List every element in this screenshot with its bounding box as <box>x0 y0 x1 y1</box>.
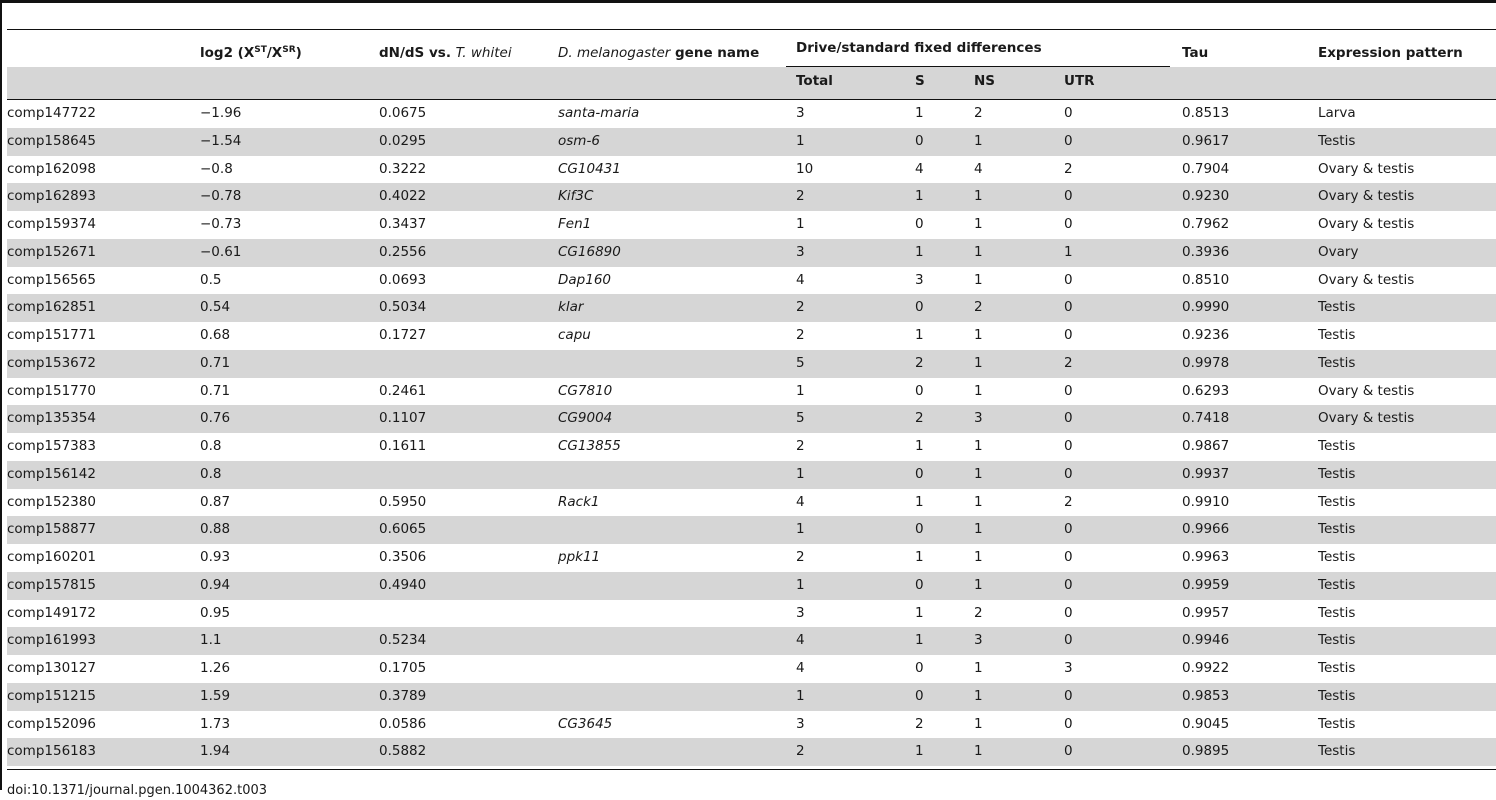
cell-log2: 0.8 <box>200 465 222 482</box>
cell-expression: Ovary & testis <box>1318 271 1415 288</box>
cell-ns: 2 <box>974 299 983 316</box>
cell-tau: 0.3936 <box>1182 243 1230 260</box>
cell-log2: 0.76 <box>200 410 231 427</box>
cell-log2: 0.87 <box>200 493 231 510</box>
cell-s: 1 <box>915 327 924 343</box>
cell-dnds: 0.5950 <box>379 493 427 510</box>
cell-utr: 0 <box>1064 438 1073 454</box>
cell-expression: Testis <box>1318 549 1356 565</box>
cell-utr: 0 <box>1064 549 1073 565</box>
cell-log2: 1.26 <box>200 660 231 676</box>
cell-log2: −1.96 <box>200 105 242 121</box>
cell-dnds: 0.0693 <box>379 271 427 288</box>
cell-tau: 0.6293 <box>1182 382 1230 399</box>
cell-ns: 1 <box>974 327 983 343</box>
cell-gene: Fen1 <box>558 216 592 232</box>
cell-utr: 0 <box>1064 299 1073 316</box>
cell-total: 2 <box>796 327 805 343</box>
cell-expression: Ovary & testis <box>1318 410 1415 427</box>
cell-log2: −0.78 <box>200 188 242 205</box>
cell-ns: 3 <box>974 632 983 649</box>
cell-total: 3 <box>796 105 805 121</box>
cell-ns: 1 <box>974 243 983 260</box>
cell-s: 1 <box>915 549 924 565</box>
cell-total: 1 <box>796 687 805 704</box>
cell-s: 0 <box>915 521 924 538</box>
header-expression-pattern: Expression pattern <box>1318 45 1463 61</box>
table-row <box>7 572 1496 600</box>
cell-gene: ppk11 <box>558 549 601 565</box>
cell-id: comp162098 <box>7 160 96 177</box>
table-row <box>7 405 1496 433</box>
cell-dnds: 0.5034 <box>379 299 427 316</box>
cell-tau: 0.9922 <box>1182 660 1230 676</box>
cell-dnds: 0.5234 <box>379 632 427 649</box>
cell-gene: CG16890 <box>558 243 621 260</box>
cell-ns: 1 <box>974 549 983 565</box>
table-row <box>7 711 1496 739</box>
cell-ns: 1 <box>974 465 983 482</box>
header-gene-name: D. melanogaster gene name <box>558 45 760 61</box>
cell-gene: osm-6 <box>558 132 600 149</box>
cell-log2: −1.54 <box>200 132 242 149</box>
cell-id: comp156142 <box>7 465 96 482</box>
cell-s: 0 <box>915 687 924 704</box>
cell-dnds: 0.6065 <box>379 521 427 538</box>
cell-id: comp149172 <box>7 604 96 621</box>
cell-dnds: 0.0675 <box>379 105 427 121</box>
cell-expression: Testis <box>1318 660 1356 676</box>
cell-ns: 1 <box>974 216 983 232</box>
cell-s: 1 <box>915 438 924 454</box>
cell-id: comp151771 <box>7 327 96 343</box>
cell-log2: 1.73 <box>200 715 231 732</box>
subheader-ns: NS <box>974 73 996 89</box>
cell-utr: 0 <box>1064 715 1073 732</box>
cell-expression: Ovary <box>1318 243 1359 260</box>
cell-log2: 0.88 <box>200 521 231 538</box>
cell-id: comp157815 <box>7 576 96 593</box>
cell-s: 1 <box>915 188 924 205</box>
cell-log2: 0.71 <box>200 382 231 399</box>
cell-log2: 0.93 <box>200 549 231 565</box>
cell-ns: 1 <box>974 188 983 205</box>
cell-dnds: 0.3222 <box>379 160 427 177</box>
table-row <box>7 600 1496 628</box>
cell-expression: Testis <box>1318 715 1356 732</box>
cell-total: 5 <box>796 354 805 371</box>
cell-id: comp130127 <box>7 660 96 676</box>
cell-ns: 1 <box>974 271 983 288</box>
cell-tau: 0.9045 <box>1182 715 1230 732</box>
cell-tau: 0.9963 <box>1182 549 1230 565</box>
cell-ns: 2 <box>974 604 983 621</box>
doi-link[interactable]: doi:10.1371/journal.pgen.1004362.t003 <box>7 783 268 798</box>
cell-utr: 2 <box>1064 354 1073 371</box>
cell-total: 5 <box>796 410 805 427</box>
cell-tau: 0.9910 <box>1182 493 1230 510</box>
cell-tau: 0.9946 <box>1182 632 1230 649</box>
cell-utr: 0 <box>1064 216 1073 232</box>
cell-tau: 0.9867 <box>1182 438 1230 454</box>
cell-total: 1 <box>796 382 805 399</box>
cell-expression: Testis <box>1318 521 1356 538</box>
cell-utr: 0 <box>1064 382 1073 399</box>
cell-s: 1 <box>915 243 924 260</box>
cell-tau: 0.9937 <box>1182 465 1230 482</box>
table-row <box>7 156 1496 184</box>
table-row <box>7 627 1496 655</box>
cell-id: comp162851 <box>7 299 96 316</box>
cell-total: 1 <box>796 576 805 593</box>
cell-tau: 0.9966 <box>1182 521 1230 538</box>
table-row <box>7 183 1496 211</box>
cell-log2: 0.94 <box>200 576 231 593</box>
cell-tau: 0.9230 <box>1182 188 1230 205</box>
cell-ns: 1 <box>974 576 983 593</box>
cell-s: 1 <box>915 743 924 760</box>
cell-tau: 0.9853 <box>1182 687 1230 704</box>
cell-utr: 1 <box>1064 243 1073 260</box>
cell-expression: Ovary & testis <box>1318 382 1415 399</box>
cell-id: comp161993 <box>7 632 96 649</box>
cell-tau: 0.9978 <box>1182 354 1230 371</box>
cell-s: 0 <box>915 132 924 149</box>
cell-expression: Ovary & testis <box>1318 216 1415 232</box>
cell-total: 2 <box>796 549 805 565</box>
cell-log2: 0.68 <box>200 327 231 343</box>
cell-total: 4 <box>796 632 805 649</box>
cell-utr: 0 <box>1064 743 1073 760</box>
cell-total: 10 <box>796 160 814 177</box>
cell-tau: 0.9957 <box>1182 604 1230 621</box>
cell-ns: 1 <box>974 715 983 732</box>
cell-id: comp159374 <box>7 216 96 232</box>
cell-ns: 1 <box>974 743 983 760</box>
cell-s: 1 <box>915 493 924 510</box>
cell-log2: 0.8 <box>200 438 222 454</box>
table-row <box>7 100 1496 128</box>
cell-total: 2 <box>796 438 805 454</box>
cell-dnds: 0.0295 <box>379 132 427 149</box>
table-row <box>7 211 1496 239</box>
cell-s: 0 <box>915 660 924 676</box>
cell-gene: Rack1 <box>558 493 600 510</box>
cell-id: comp156183 <box>7 743 96 760</box>
table-row <box>7 294 1496 322</box>
subheader-utr: UTR <box>1064 73 1095 89</box>
table-row <box>7 239 1496 267</box>
cell-dnds: 0.1611 <box>379 438 427 454</box>
table-row <box>7 461 1496 489</box>
table-body <box>7 100 1496 766</box>
cell-tau: 0.9990 <box>1182 299 1230 316</box>
cell-utr: 0 <box>1064 410 1073 427</box>
cell-expression: Testis <box>1318 493 1356 510</box>
cell-expression: Testis <box>1318 438 1356 454</box>
cell-ns: 1 <box>974 132 983 149</box>
table-row <box>7 683 1496 711</box>
header-dnds: dN/dS vs. T. whitei <box>379 45 512 61</box>
cell-id: comp153672 <box>7 354 96 371</box>
frame-top-border <box>0 0 1496 3</box>
cell-s: 0 <box>915 382 924 399</box>
cell-tau: 0.7904 <box>1182 160 1230 177</box>
cell-expression: Larva <box>1318 105 1356 121</box>
cell-expression: Testis <box>1318 354 1356 371</box>
cell-log2: 0.95 <box>200 604 231 621</box>
table-row <box>7 378 1496 406</box>
cell-expression: Testis <box>1318 327 1356 343</box>
cell-utr: 2 <box>1064 493 1073 510</box>
cell-id: comp135354 <box>7 410 96 427</box>
cell-log2: 0.71 <box>200 354 231 371</box>
table-row <box>7 322 1496 350</box>
cell-total: 3 <box>796 604 805 621</box>
cell-ns: 1 <box>974 687 983 704</box>
cell-s: 1 <box>915 604 924 621</box>
cell-id: comp152096 <box>7 715 96 732</box>
cell-ns: 2 <box>974 105 983 121</box>
cell-total: 1 <box>796 465 805 482</box>
cell-utr: 3 <box>1064 660 1073 676</box>
cell-dnds: 0.2556 <box>379 243 427 260</box>
cell-id: comp160201 <box>7 549 96 565</box>
cell-expression: Ovary & testis <box>1318 188 1415 205</box>
cell-expression: Testis <box>1318 743 1356 760</box>
cell-utr: 0 <box>1064 687 1073 704</box>
cell-ns: 1 <box>974 382 983 399</box>
cell-tau: 0.9895 <box>1182 743 1230 760</box>
subheader-s: S <box>915 73 925 89</box>
table-row <box>7 433 1496 461</box>
table-row <box>7 738 1496 766</box>
cell-ns: 1 <box>974 354 983 371</box>
cell-log2: 1.94 <box>200 743 231 760</box>
cell-s: 4 <box>915 160 924 177</box>
cell-ns: 3 <box>974 410 983 427</box>
cell-expression: Testis <box>1318 299 1356 316</box>
cell-ns: 4 <box>974 160 983 177</box>
cell-dnds: 0.3789 <box>379 687 427 704</box>
table-row <box>7 128 1496 156</box>
cell-ns: 1 <box>974 521 983 538</box>
cell-dnds: 0.1727 <box>379 327 427 343</box>
cell-s: 0 <box>915 216 924 232</box>
cell-dnds: 0.2461 <box>379 382 427 399</box>
header-log2: log2 $(XST/X^{SR})$ <box>200 45 302 61</box>
cell-log2: −0.73 <box>200 216 242 232</box>
cell-gene: santa-maria <box>558 105 640 121</box>
table-bottom-rule <box>7 769 1496 770</box>
cell-gene: CG7810 <box>558 382 613 399</box>
cell-tau: 0.9617 <box>1182 132 1230 149</box>
cell-dnds: 0.4940 <box>379 576 427 593</box>
cell-total: 1 <box>796 521 805 538</box>
cell-s: 0 <box>915 299 924 316</box>
cell-ns: 1 <box>974 493 983 510</box>
cell-log2: 0.54 <box>200 299 231 316</box>
cell-gene: Dap160 <box>558 271 612 288</box>
cell-expression: Testis <box>1318 632 1356 649</box>
table-row <box>7 655 1496 683</box>
cell-expression: Ovary & testis <box>1318 160 1415 177</box>
cell-dnds: 0.4022 <box>379 188 427 205</box>
cell-s: 2 <box>915 410 924 427</box>
cell-dnds: 0.5882 <box>379 743 427 760</box>
cell-utr: 0 <box>1064 132 1073 149</box>
cell-log2: 1.1 <box>200 632 222 649</box>
table-row <box>7 489 1496 517</box>
header-tau: Tau <box>1182 45 1209 61</box>
table-row <box>7 516 1496 544</box>
cell-dnds: 0.3437 <box>379 216 427 232</box>
cell-dnds: 0.1107 <box>379 410 427 427</box>
cell-total: 3 <box>796 715 805 732</box>
subheader-total: Total <box>796 73 833 89</box>
cell-total: 2 <box>796 299 805 316</box>
cell-dnds: 0.0586 <box>379 715 427 732</box>
cell-utr: 0 <box>1064 521 1073 538</box>
cell-total: 4 <box>796 271 805 288</box>
cell-utr: 0 <box>1064 604 1073 621</box>
cell-expression: Testis <box>1318 604 1356 621</box>
frame-left-border <box>0 0 2 790</box>
cell-utr: 2 <box>1064 160 1073 177</box>
cell-expression: Testis <box>1318 465 1356 482</box>
cell-total: 3 <box>796 243 805 260</box>
cell-dnds: 0.1705 <box>379 660 427 676</box>
cell-utr: 0 <box>1064 188 1073 205</box>
cell-utr: 0 <box>1064 271 1073 288</box>
cell-utr: 0 <box>1064 105 1073 121</box>
cell-s: 1 <box>915 105 924 121</box>
cell-id: comp157383 <box>7 438 96 454</box>
cell-tau: 0.7962 <box>1182 216 1230 232</box>
cell-s: 2 <box>915 354 924 371</box>
cell-gene: CG13855 <box>558 438 621 454</box>
cell-log2: −0.61 <box>200 243 242 260</box>
cell-total: 2 <box>796 188 805 205</box>
cell-log2: 0.5 <box>200 271 222 288</box>
cell-id: comp162893 <box>7 188 96 205</box>
cell-total: 4 <box>796 660 805 676</box>
header-drive-standard: Drive/standard fixed differences <box>796 40 1042 56</box>
cell-id: comp152671 <box>7 243 96 260</box>
cell-id: comp158645 <box>7 132 96 149</box>
cell-total: 1 <box>796 216 805 232</box>
cell-s: 3 <box>915 271 924 288</box>
cell-ns: 1 <box>974 660 983 676</box>
cell-expression: Testis <box>1318 132 1356 149</box>
cell-total: 4 <box>796 493 805 510</box>
cell-id: comp151770 <box>7 382 96 399</box>
cell-total: 2 <box>796 743 805 760</box>
cell-tau: 0.9236 <box>1182 327 1230 343</box>
cell-id: comp152380 <box>7 493 96 510</box>
group-header-rule <box>786 66 1170 67</box>
cell-gene: capu <box>558 327 591 343</box>
cell-total: 1 <box>796 132 805 149</box>
cell-utr: 0 <box>1064 632 1073 649</box>
cell-utr: 0 <box>1064 327 1073 343</box>
cell-gene: klar <box>558 299 584 316</box>
cell-id: comp151215 <box>7 687 96 704</box>
cell-id: comp156565 <box>7 271 96 288</box>
table-row <box>7 267 1496 295</box>
cell-gene: Kif3C <box>558 188 594 205</box>
cell-utr: 0 <box>1064 465 1073 482</box>
table-row <box>7 544 1496 572</box>
cell-s: 2 <box>915 715 924 732</box>
cell-s: 0 <box>915 576 924 593</box>
cell-utr: 0 <box>1064 576 1073 593</box>
cell-log2: 1.59 <box>200 687 231 704</box>
cell-gene: CG10431 <box>558 160 621 177</box>
table-row <box>7 350 1496 378</box>
cell-expression: Testis <box>1318 576 1356 593</box>
table-top-rule <box>7 29 1496 30</box>
cell-dnds: 0.3506 <box>379 549 427 565</box>
cell-s: 0 <box>915 465 924 482</box>
cell-id: comp147722 <box>7 105 96 121</box>
cell-expression: Testis <box>1318 687 1356 704</box>
cell-tau: 0.7418 <box>1182 410 1230 427</box>
cell-tau: 0.8513 <box>1182 105 1230 121</box>
cell-gene: CG9004 <box>558 410 613 427</box>
cell-tau: 0.9959 <box>1182 576 1230 593</box>
cell-s: 1 <box>915 632 924 649</box>
cell-id: comp158877 <box>7 521 96 538</box>
cell-log2: −0.8 <box>200 160 233 177</box>
cell-ns: 1 <box>974 438 983 454</box>
cell-gene: CG3645 <box>558 715 613 732</box>
cell-tau: 0.8510 <box>1182 271 1230 288</box>
subheader-band <box>7 67 1496 99</box>
